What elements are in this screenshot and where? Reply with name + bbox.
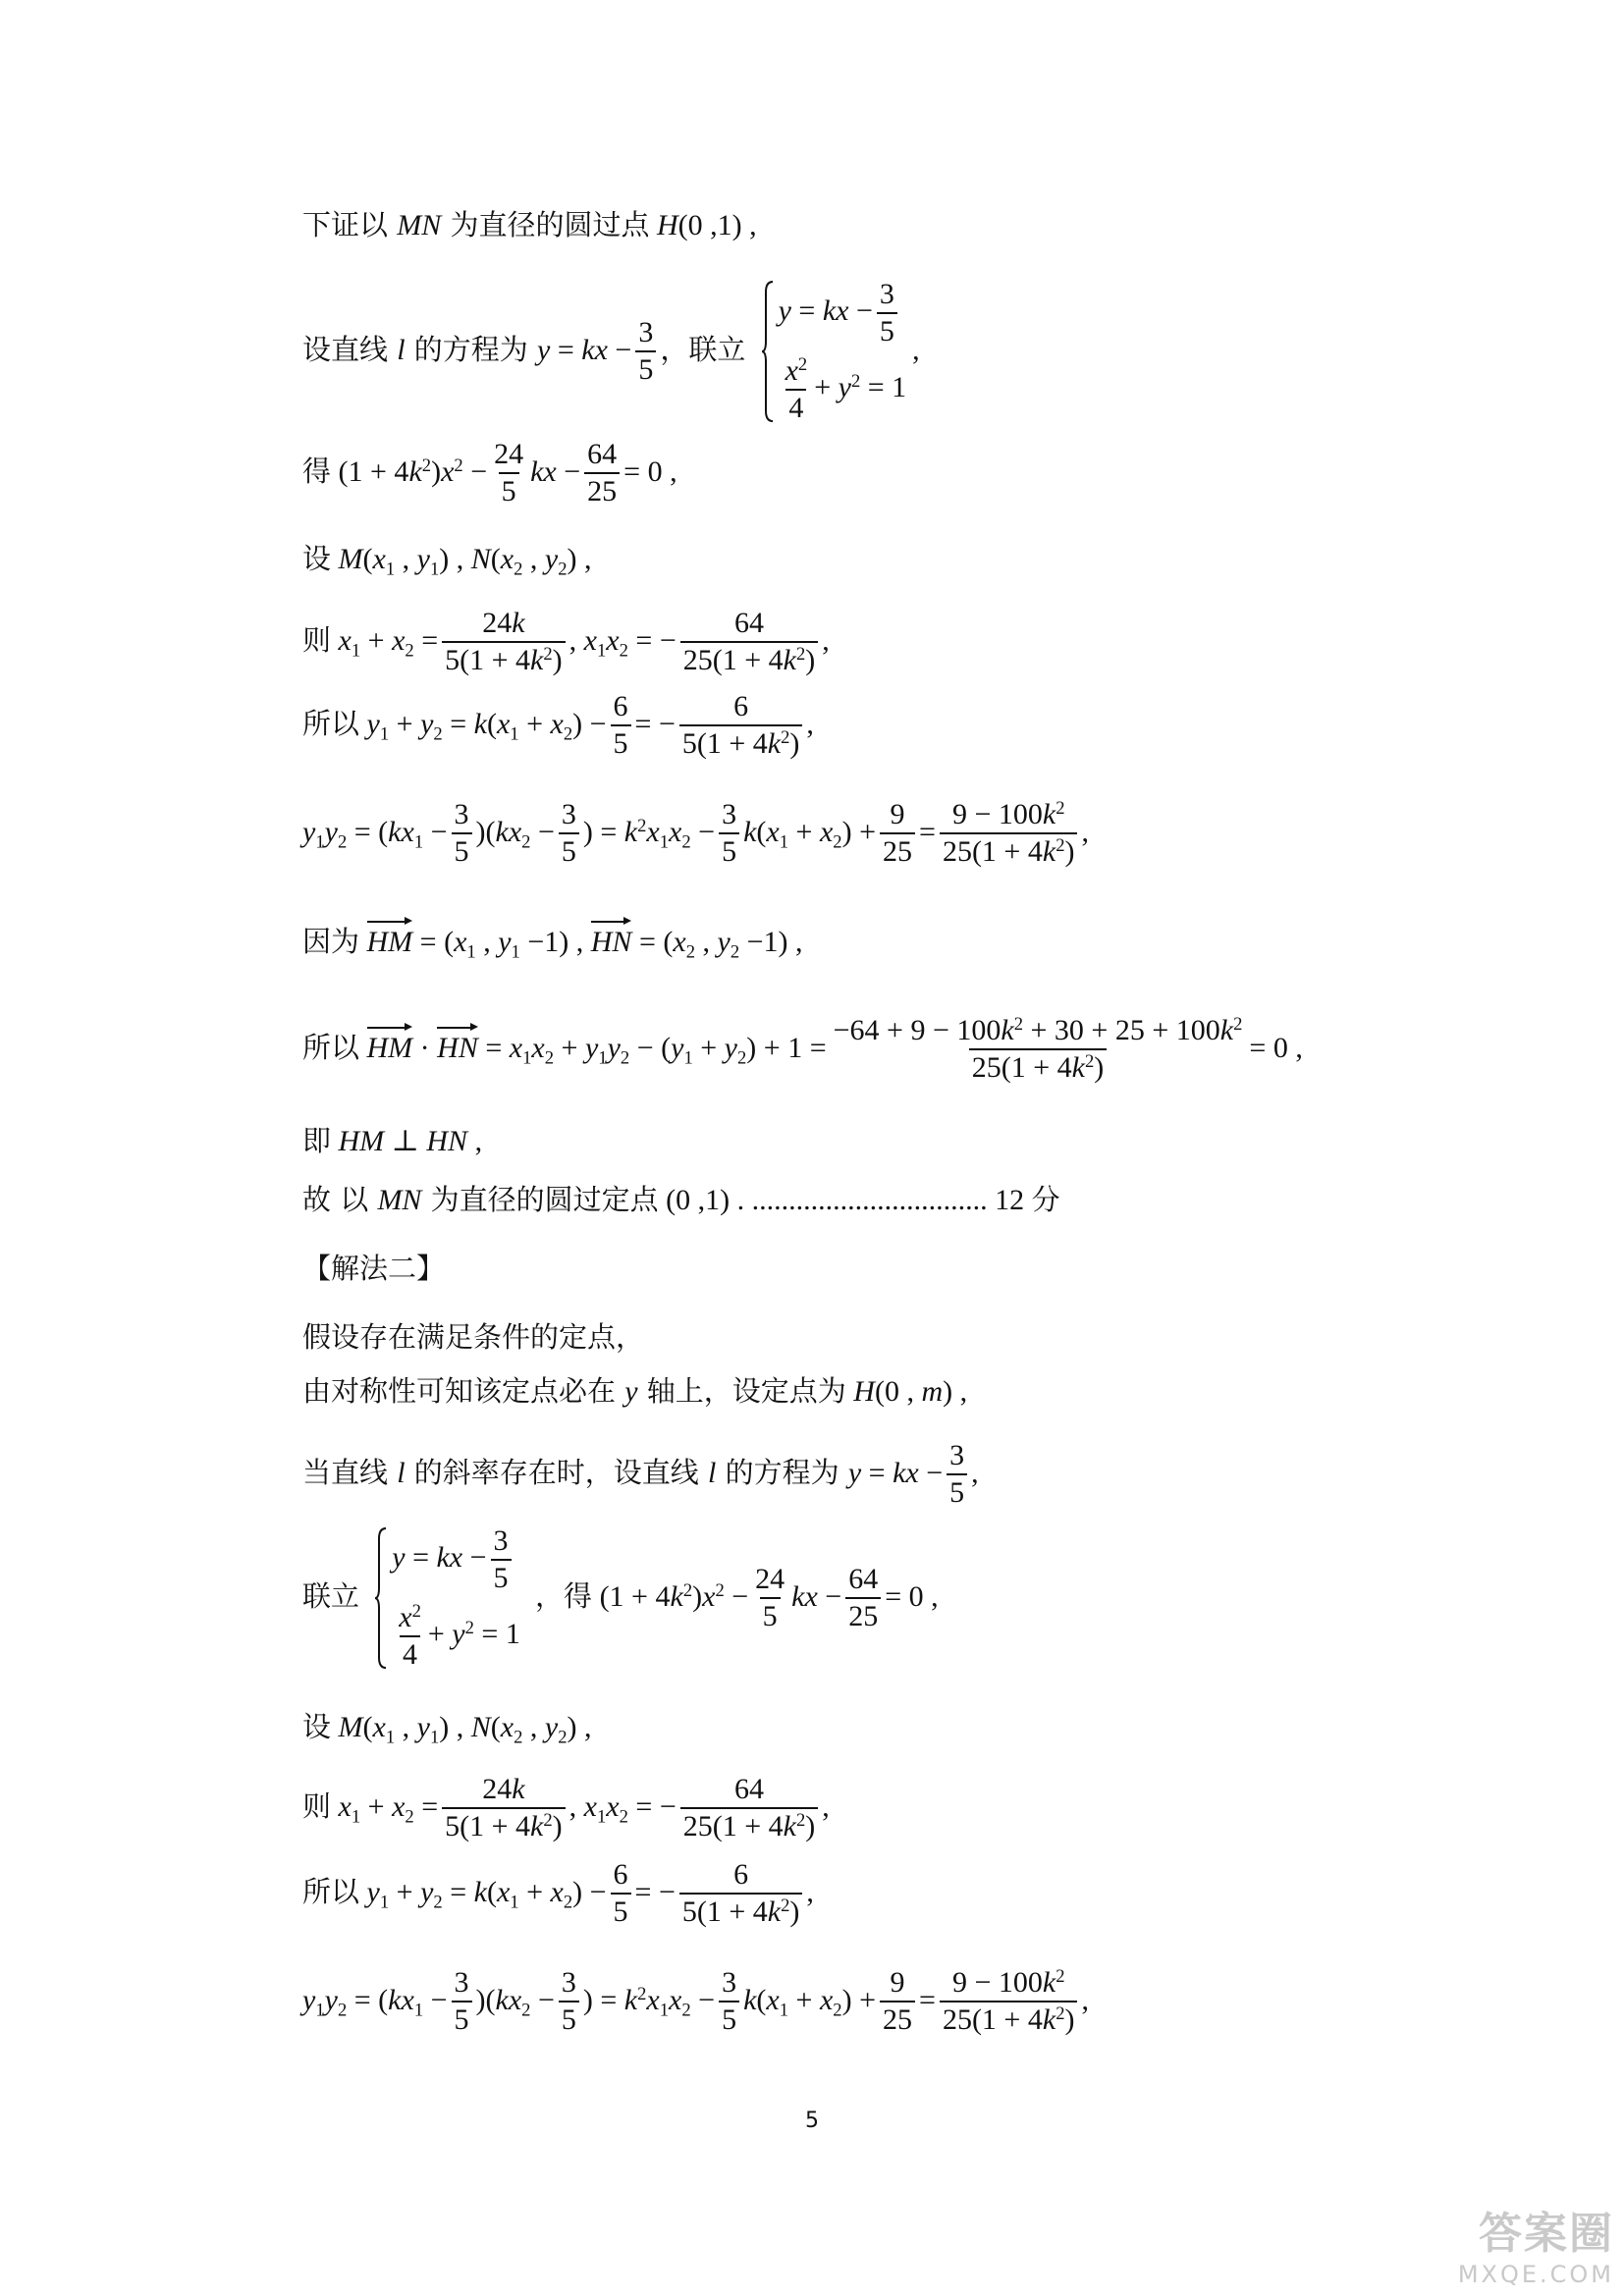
- line-10: 即 HM ⊥ HN ,: [302, 1124, 483, 1157]
- line-19: 所以 $y_1 + y_2 = k(x_1 + x_2)$ − $\frac{6}{5}$ = − $\frac{6}{5(1 + 4k^2)}$ ,: [302, 1858, 814, 1929]
- watermark-logo: [1458, 2198, 1614, 2288]
- line-5: 则 $x_1 + x_2$ = $\frac{24k}{5(1 + 4k^2)}$ , $x_1x_2$ = − $\frac{64}{25(1 + 4k^2)}$ ,: [302, 607, 830, 677]
- section-heading: 【解法二】: [302, 1252, 446, 1285]
- line-13: 假设存在满足条件的定点，: [302, 1320, 645, 1354]
- line-15: 当直线 l 的斜率存在时，设直线 l 的方程为 y = kx − $\frac{3}{5}$ ,: [302, 1439, 979, 1509]
- line-9: 所以 HM · HN = $x_1x_2 + y_1y_2 - (y_1 + y_2) + 1$ = $\frac{-64 + 9 - 100k^2 + 30 + 25 + 100k^2}{25(1 + 4k^2)}$ = 0 ,: [302, 1014, 1303, 1085]
- line-14: 由对称性可知该定点必在 y 轴上，设定点为 H(0 , m) ,: [302, 1374, 968, 1408]
- watermark-text: 答案圈: [1479, 2209, 1614, 2259]
- line-16: 联立 y = kx − $\frac{3}{5}$ $\frac{x^2}{4}$ + $y^2 = 1$ ，得 $(1 + 4k^2)x^2$ − $\frac{24}{5}$ kx − $\frac{64}{25}$ = 0 ,: [302, 1524, 939, 1672]
- line-2: 设直线 l 的方程为 y = kx − $\frac{3}{5}$ ，联立 y = kx − $\frac{3}{5}$ $\frac{x^2}{4}$ + $y^2 = 1$ ,: [302, 278, 920, 425]
- line-1: 下证以 MN 为直径的圆过点 H(0 ,1) ,: [302, 208, 757, 241]
- page-number: 5: [805, 2109, 819, 2133]
- line-18: 则 $x_1 + x_2$ = $\frac{24k}{5(1 + 4k^2)}$ , $x_1x_2$ = − $\frac{64}{25(1 + 4k^2)}$ ,: [302, 1773, 830, 1843]
- line-7: $y_1y_2 = (kx_1$ − $\frac{3}{5}$ )($kx_2$ − $\frac{3}{5}$ ) = $k^2x_1x_2$ − $\frac{3}{5}$ $k(x_1 + x_2)$ + $\frac{9}{25}$ = $\frac{9 - 100k^2}{25(1 + 4k^2)}$ ,: [302, 798, 1089, 869]
- line-11: 故 以 MN 为直径的圆过定点 (0 ,1) . ................................ 12 分: [302, 1183, 1060, 1216]
- watermark-url: MXQE.COM: [1457, 2261, 1614, 2288]
- line-3: 得 $(1 + 4k^2)x^2$ − $\frac{24}{5}$ kx − $\frac{64}{25}$ = 0 ,: [302, 438, 677, 507]
- line-6: 所以 $y_1 + y_2 = k(x_1 + x_2)$ − $\frac{6}{5}$ = − $\frac{6}{5(1 + 4k^2)}$ ,: [302, 690, 814, 761]
- line-4: 设 $M(x_1$ , $y_1$) , $N(x_2$ , $y_2$) ,: [302, 542, 592, 580]
- line-17: 设 $M(x_1$ , $y_1$) , $N(x_2$ , $y_2$) ,: [302, 1710, 592, 1748]
- line-8: 因为 HM = ($x_1$ , $y_1 -1$) , HN = ($x_2$ , $y_2 -1$) ,: [302, 925, 803, 963]
- line-20: $y_1y_2 = (kx_1$ − $\frac{3}{5}$ )($kx_2$ − $\frac{3}{5}$ ) = $k^2x_1x_2$ − $\frac{3}{5}$ $k(x_1 + x_2)$ + $\frac{9}{25}$ = $\frac{9 - 100k^2}{25(1 + 4k^2)}$ ,: [302, 1966, 1089, 2037]
